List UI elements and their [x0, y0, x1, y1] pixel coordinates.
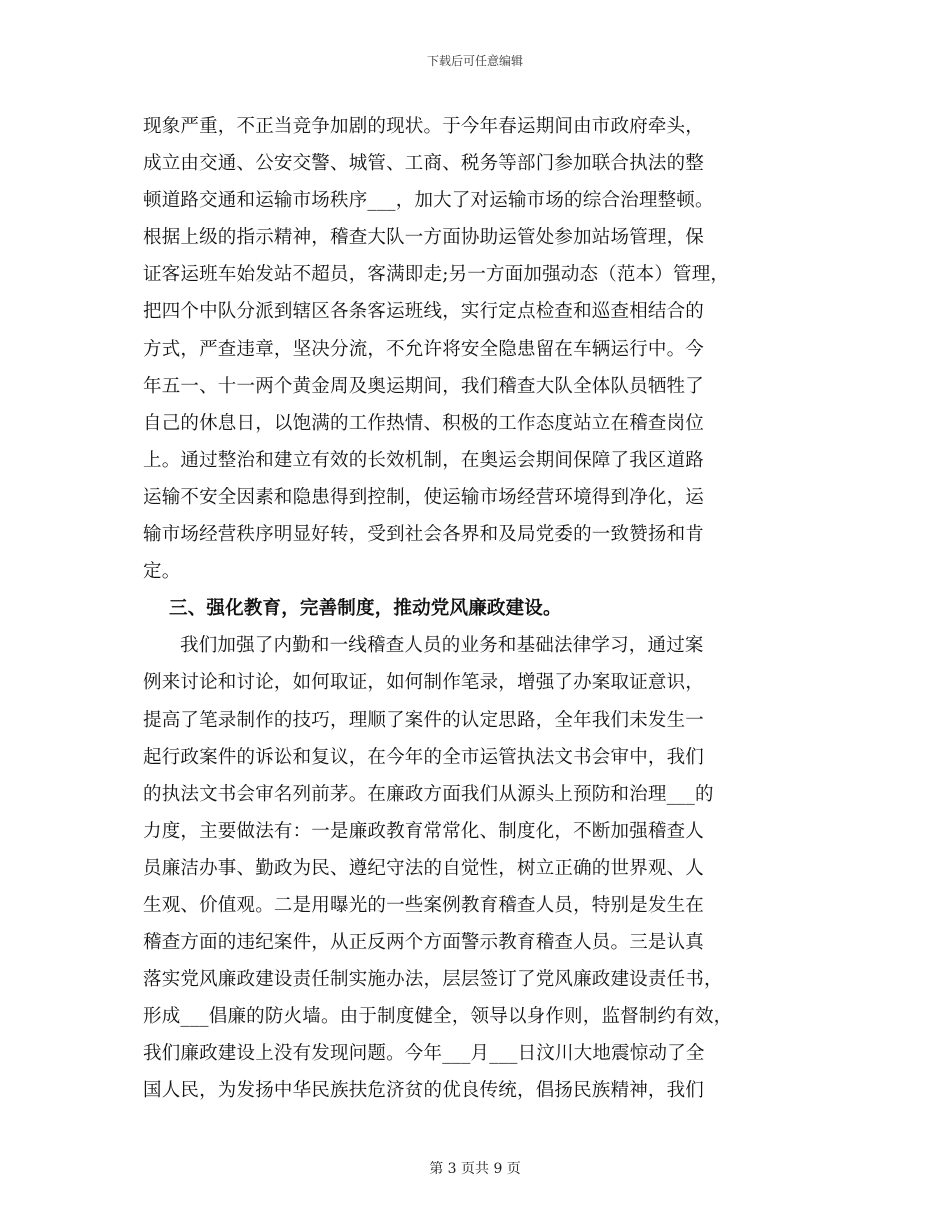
- page-number: 第 3 页共 9 页: [429, 1161, 521, 1177]
- body-line: 我们廉政建设上没有发现问题。今年___月___日汶川大地震惊动了全: [143, 1043, 705, 1065]
- body-line: 年五一、十一两个黄金周及奥运期间，我们稽查大队全体队员牺牲了: [143, 375, 705, 397]
- body-line: 方式，严查违章，坚决分流，不允许将安全隐患留在车辆运行中。今: [143, 338, 705, 360]
- section-heading: 三、强化教育，完善制度，推动党风廉政建设。: [169, 598, 562, 620]
- body-line: 力度，主要做法有：一是廉政教育常常化、制度化，不断加强稽查人: [143, 820, 705, 842]
- body-line: 生观、价值观。二是用曝光的一些案例教育稽查人员，特别是发生在: [143, 894, 705, 916]
- body-line: 落实党风廉政建设责任制实施办法，层层签订了党风廉政建设责任书，: [143, 969, 723, 991]
- body-line: 输市场经营秩序明显好转，受到社会各界和及局党委的一致赞扬和肯: [143, 524, 705, 546]
- body-line: 提高了笔录制作的技巧，理顺了案件的认定思路，全年我们未发生一: [143, 709, 705, 731]
- body-line: 证客运班车始发站不超员，客满即走;另一方面加强动态（范本）管理，: [143, 264, 730, 286]
- body-line: 上。通过整治和建立有效的长效机制，在奥运会期间保障了我区道路: [143, 449, 705, 471]
- body-line: 员廉洁办事、勤政为民、遵纪守法的自觉性，树立正确的世界观、人: [143, 857, 705, 879]
- body-line: 现象严重，不正当竞争加剧的现状。于今年春运期间由市政府牵头，: [143, 116, 705, 137]
- body-line: 形成___倡廉的防火墙。由于制度健全，领导以身作则，监督制约有效，: [143, 1006, 733, 1028]
- body-line: 起行政案件的诉讼和复议，在今年的全市运管执法文书会审中，我们: [143, 746, 705, 768]
- body-line: 例来讨论和讨论，如何取证，如何制作笔录，增强了办案取证意识，: [143, 672, 705, 694]
- body-line: 国人民，为发扬中华民族扶危济贫的优良传统，倡扬民族精神，我们: [143, 1080, 705, 1102]
- body-line: 的执法文书会审名列前茅。在廉政方面我们从源头上预防和治理___的: [143, 783, 714, 805]
- body-line: 自己的休息日，以饱满的工作热情、积极的工作态度站立在稽查岗位: [143, 412, 705, 434]
- body-line: 稽查方面的违纪案件，从正反两个方面警示教育稽查人员。三是认真: [143, 932, 705, 954]
- page-header-note: 下载后可任意编辑: [426, 54, 523, 68]
- document-body: [143, 108, 823, 1110]
- body-line: 把四个中队分派到辖区各条客运班线，实行定点检查和巡查相结合的: [143, 301, 705, 323]
- body-line: 运输不安全因素和隐患得到控制，使运输市场经营环境得到净化，运: [143, 486, 705, 508]
- body-line: 成立由交通、公安交警、城管、工商、税务等部门参加联合执法的整: [143, 153, 705, 175]
- body-line: 我们加强了内勤和一线稽查人员的业务和基础法律学习，通过案: [180, 635, 704, 657]
- body-line: 定。: [143, 561, 181, 583]
- body-line: 根据上级的指示精神，稽查大队一方面协助运管处参加站场管理，保: [143, 227, 705, 249]
- body-line: 顿道路交通和运输市场秩序___，加大了对运输市场的综合治理整顿。: [143, 190, 714, 212]
